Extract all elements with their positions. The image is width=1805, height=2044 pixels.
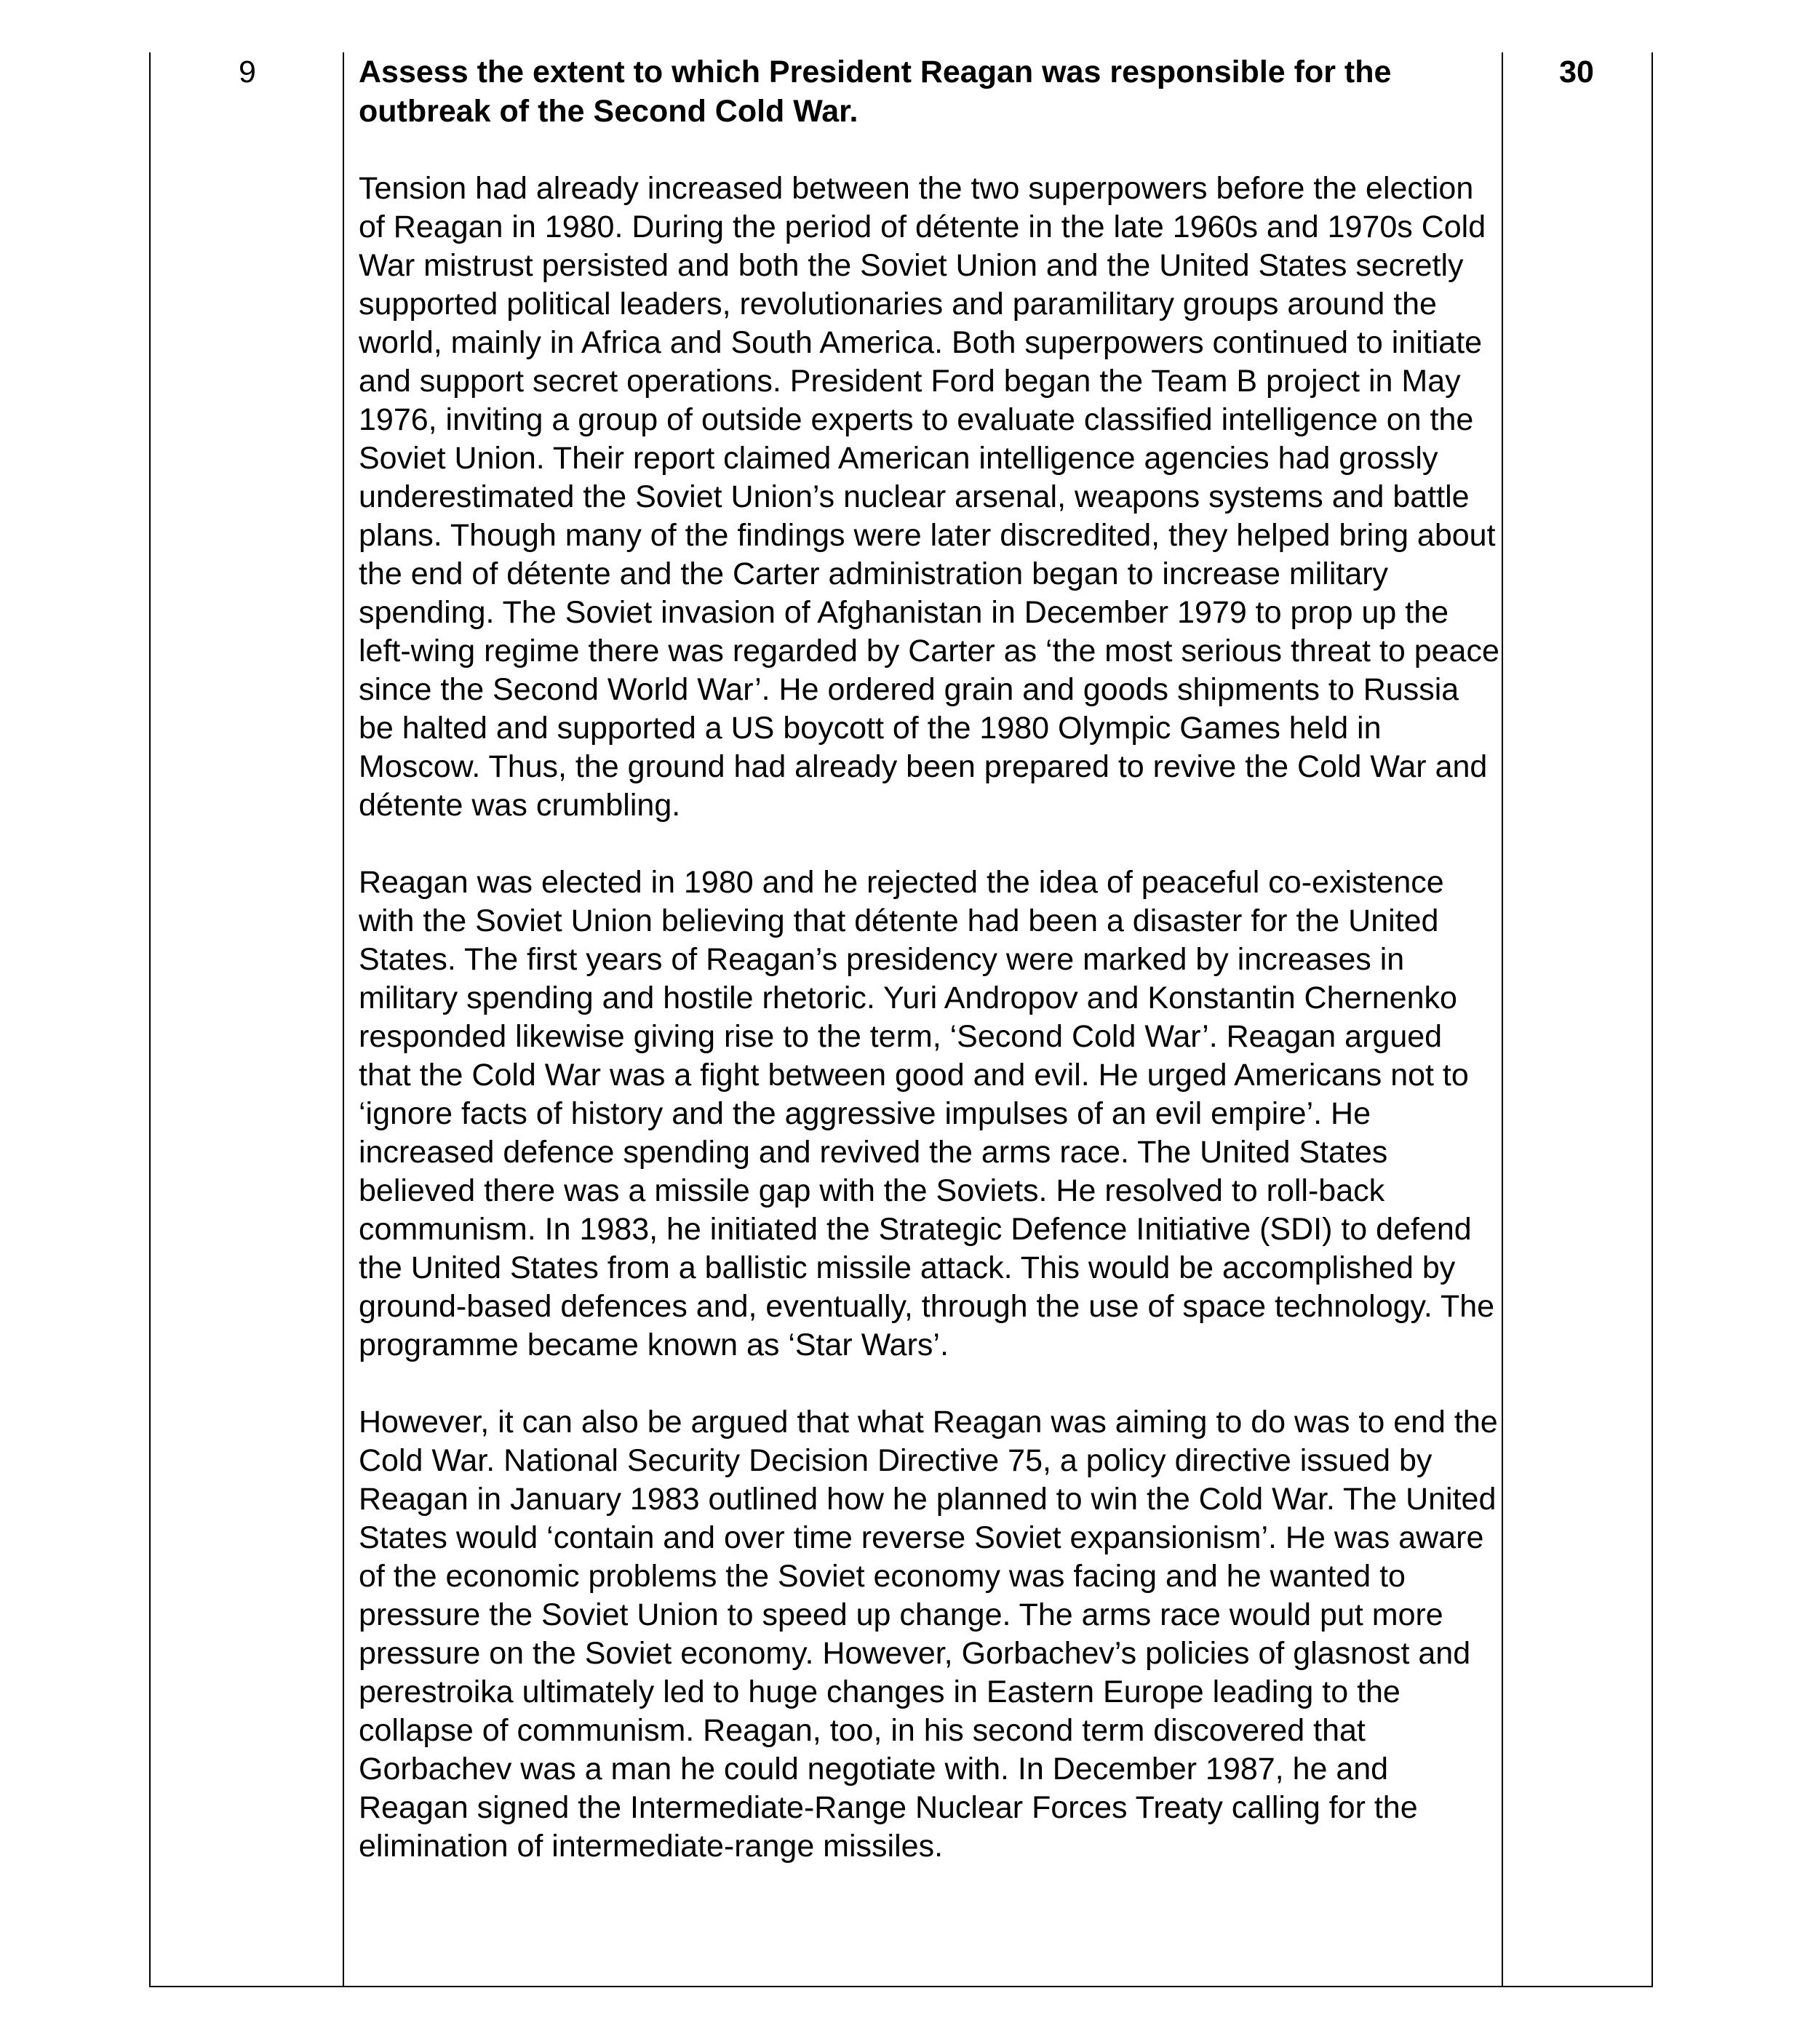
answer-paragraph-1: Tension had already increased between the two superpowers before the election of Reagan in 1980. During the period of détente in the late 1960s and 1970s Cold War mistrust persisted and both the Soviet Union and the United States secretly supported political leaders, revolutionaries and paramilitary groups around the world, mainly in Africa and South America. Both superpowers continued to initiate and support secret operations. President Ford began the Team B project in May 1976, inviting a group of outside experts to evaluate classified intelligence on the Soviet Union. Their report claimed American intelligence agencies had grossly underestimated the Soviet Union’s nuclear arsenal, weapons systems and battle plans. Though many of the findings were later discredited, they helped bring about the end of détente and the Carter administration began to increase military spending. The Soviet invasion of Afghanistan in December 1979 to prop up the left-wing regime there was regarded by Carter as ‘the most serious threat to peace since the Second World War’. He ordered grain and goods shipments to Russia be halted and supported a US boycott of the 1980 Olympic Games held in Moscow. Thus, the ground had already been prepared to revive the Cold War and détente was crumbling. <box>359 171 1499 823</box>
question-marks: 30 <box>1559 55 1594 89</box>
question-text: Assess the extent to which President Reagan was responsible for the outbreak of the Second Cold War. <box>359 55 1392 129</box>
answer-paragraph-3: However, it can also be argued that what Reagan was aiming to do was to end the Cold War. National Security Decision Directive 75, a policy directive issued by Reagan in January 1983 outlined how he planned to win the Cold War. The United States would ‘contain and over time reverse Soviet expansionism’. He was aware of the economic problems the Soviet economy was facing and he wanted to pressure the Soviet Union to speed up change. The arms race would put more pressure on the Soviet economy. However, Gorbachev’s policies of glasnost and perestroika ultimately led to huge changes in Eastern Europe leading to the collapse of communism. Reagan, too, in his second term discovered that Gorbachev was a man he could negotiate with. In December 1987, he and Reagan signed the Intermediate-Range Nuclear Forces Treaty calling for the elimination of intermediate-range missiles. <box>359 1405 1498 1864</box>
marks-column <box>1502 52 1651 1986</box>
answer-paragraph-2: Reagan was elected in 1980 and he rejected the idea of peaceful co-existence with the Soviet Union believing that détente had been a disaster for the United States. The first years of Reagan’s presidency were marked by increases in military spending and hostile rhetoric. Yuri Andropov and Konstantin Chernenko responded likewise giving rise to the term, ‘Second Cold War’. Reagan argued that the Cold War was a fight between good and evil. He urged Americans not to ‘ignore facts of history and the aggressive impulses of an evil empire’. He increased defence spending and revived the arms race. The United States believed there was a missile gap with the Soviets. He resolved to roll-back communism. In 1983, he initiated the Strategic Defence Initiative (SDI) to defend the United States from a ballistic missile attack. This would be accomplished by ground-based defences and, eventually, through the use of space technology. The programme became known as ‘Star Wars’. <box>359 865 1495 1362</box>
question-number-column <box>151 52 344 1986</box>
answer-column <box>359 52 1501 1866</box>
question-number: 9 <box>239 55 256 89</box>
mark-scheme-table <box>149 52 1653 1987</box>
